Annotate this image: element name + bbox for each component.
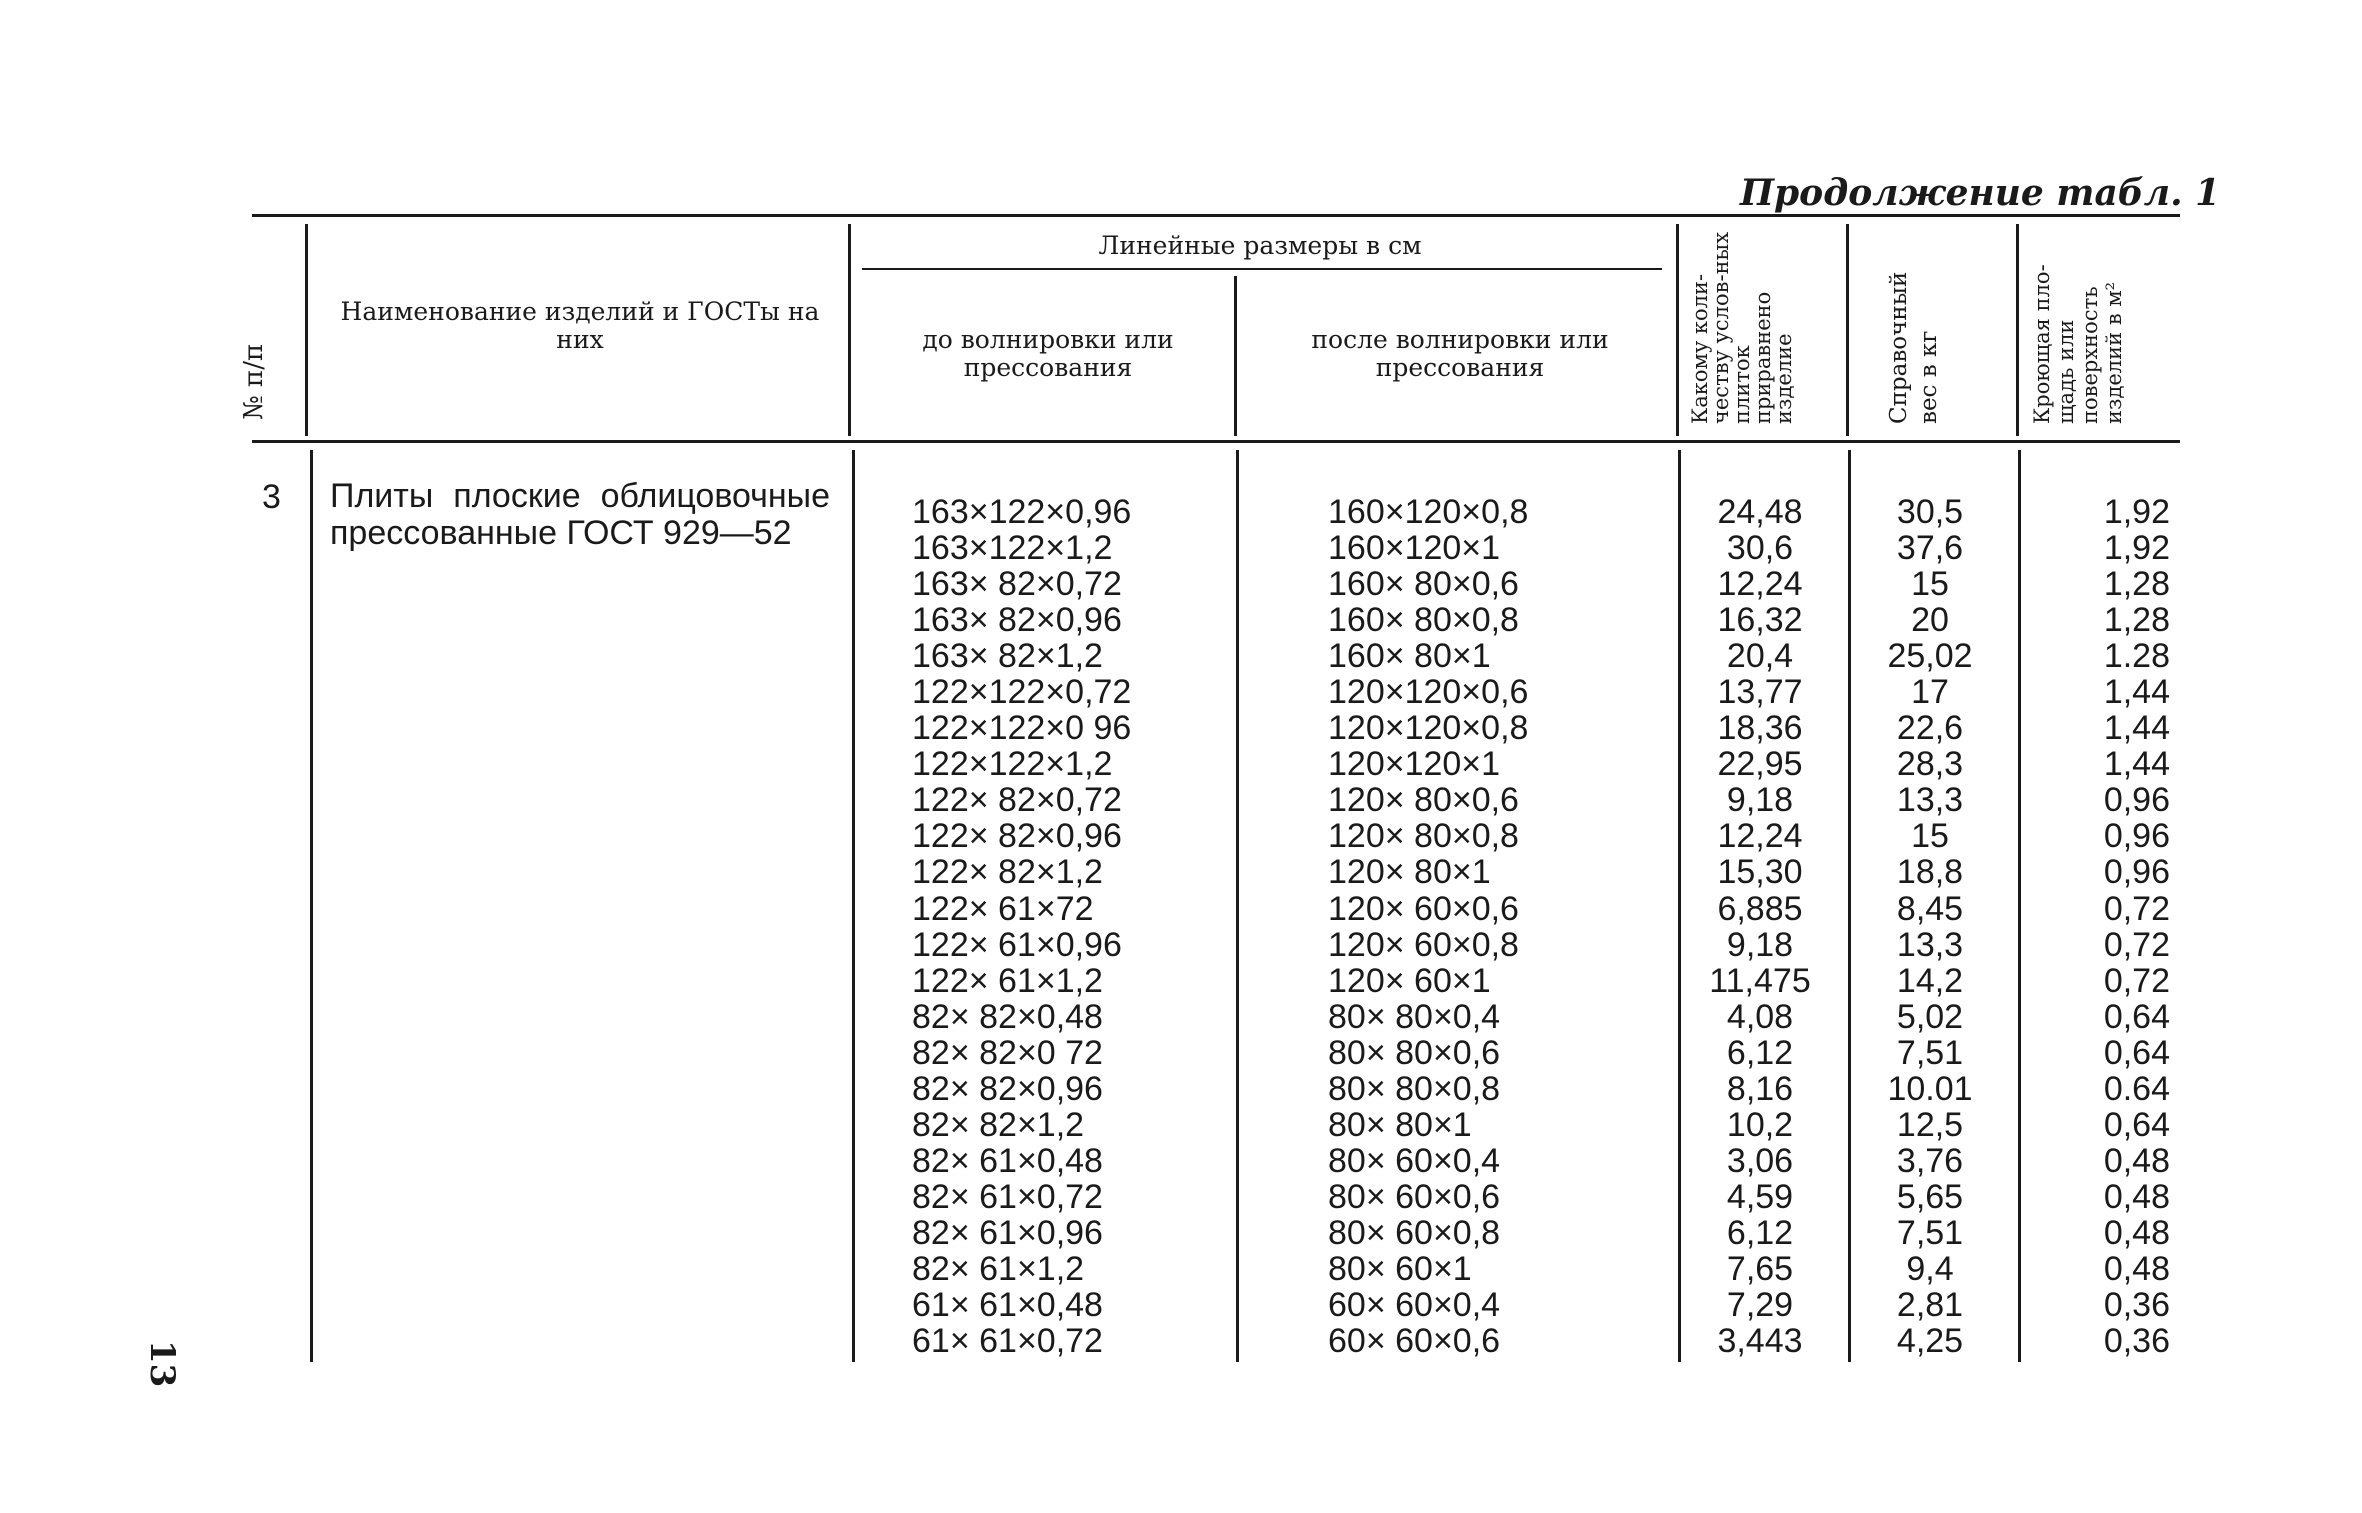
cell-after: 160× 80×0,8 (1328, 601, 1519, 640)
cell-area: 0,64 (2103, 1033, 2170, 1072)
cell-weight: 13,3 (1896, 925, 1964, 964)
cell-area: 1,28 (2103, 601, 2170, 640)
cell-before: 122× 82×0,96 (912, 817, 1122, 856)
column-area (2030, 494, 2170, 1359)
cell-before: 82× 82×0,48 (912, 997, 1103, 1036)
cell-after: 160× 80×0,6 (1328, 565, 1519, 604)
cell-area: 0,96 (2103, 853, 2170, 892)
cell-equivalent: 15,30 (1717, 853, 1803, 892)
header-divider (1676, 224, 1679, 436)
cell-before: 82× 82×0 72 (912, 1033, 1103, 1072)
cell-before: 122×122×0,72 (912, 673, 1132, 712)
header-bottom-rule (252, 440, 2180, 443)
cell-area: 1,44 (2103, 745, 2170, 784)
header-weight (1884, 254, 1944, 424)
cell-area: 0,36 (2103, 1322, 2170, 1361)
cell-before: 163×122×1,2 (912, 529, 1113, 568)
header-divider (1234, 276, 1237, 436)
cell-equivalent: 7,29 (1726, 1286, 1794, 1325)
page-number: 13 (142, 1340, 182, 1388)
cell-weight: 7,51 (1896, 1033, 1964, 1072)
header-divider (2016, 224, 2019, 436)
cell-after: 60× 60×0,4 (1328, 1286, 1501, 1325)
cell-weight: 7,51 (1896, 1213, 1964, 1252)
cell-area: 1,44 (2103, 709, 2170, 748)
cell-after: 120× 60×1 (1328, 961, 1491, 1000)
header-name: Наименование изделий и ГОСТы на них (340, 297, 820, 354)
cell-equivalent: 6,12 (1726, 1213, 1794, 1252)
cell-before: 163×122×0,96 (912, 493, 1132, 531)
header-area (2030, 224, 2126, 424)
header-before: до волнировки или прессования (922, 325, 1174, 382)
header-divider (1846, 224, 1849, 436)
cell-before: 61× 61×0,48 (912, 1286, 1103, 1325)
cell-before: 163× 82×1,2 (912, 637, 1103, 676)
cell-area: 0,96 (2103, 781, 2170, 820)
cell-equivalent: 12,24 (1717, 565, 1803, 604)
cell-equivalent: 12,24 (1717, 817, 1803, 856)
cell-area: 1,92 (2103, 529, 2170, 568)
header-no: № п/п (239, 343, 269, 420)
cell-weight: 30,5 (1896, 493, 1964, 531)
column-weight (1860, 494, 2000, 1359)
cell-after: 120×120×0,6 (1328, 673, 1529, 712)
cell-before: 122× 61×72 (912, 889, 1094, 928)
cell-equivalent: 30,6 (1726, 529, 1794, 568)
cell-area: 0,64 (2103, 997, 2170, 1036)
cell-equivalent: 13,77 (1717, 673, 1803, 712)
cell-after: 80× 60×0,4 (1328, 1141, 1501, 1180)
cell-weight: 3,76 (1896, 1141, 1964, 1180)
table-continuation-label: Продолжение табл. 1 (1740, 172, 2221, 214)
cell-area: 0,72 (2103, 961, 2170, 1000)
table-top-rule (252, 214, 2180, 217)
header-area-text: Кроющая пло-щадь или поверхность изделий в м² (2030, 264, 2126, 424)
group-header-rule (862, 268, 1662, 270)
cell-before: 163× 82×0,72 (912, 565, 1122, 604)
cell-area: 0,48 (2103, 1213, 2170, 1252)
header-linear-group: Линейные размеры в см (1098, 231, 1422, 260)
cell-after: 80× 80×0,6 (1328, 1033, 1501, 1072)
cell-after: 120× 60×0,6 (1328, 889, 1519, 928)
cell-area: 0,64 (2103, 1105, 2170, 1144)
cell-before: 163× 82×0,96 (912, 601, 1122, 640)
cell-weight: 17 (1911, 673, 1949, 712)
cell-weight: 18,8 (1896, 853, 1964, 892)
cell-equivalent: 4,59 (1726, 1177, 1794, 1216)
cell-after: 120× 80×1 (1328, 853, 1491, 892)
body-divider (1848, 450, 1851, 1362)
cell-equivalent: 20,4 (1726, 637, 1794, 676)
cell-area: 0.64 (2103, 1069, 2170, 1108)
cell-after: 80× 80×1 (1328, 1105, 1472, 1144)
cell-weight: 22,6 (1896, 709, 1964, 748)
column-before (912, 494, 1212, 1359)
cell-before: 82× 61×0,72 (912, 1177, 1103, 1216)
cell-weight: 15 (1911, 817, 1949, 856)
cell-after: 120×120×0,8 (1328, 709, 1529, 748)
cell-equivalent: 11,475 (1709, 961, 1811, 1000)
cell-area: 0,96 (2103, 817, 2170, 856)
cell-after: 160× 80×1 (1328, 637, 1491, 676)
cell-before: 122×122×0 96 (912, 709, 1132, 748)
body-divider (310, 450, 313, 1362)
cell-after: 60× 60×0,6 (1328, 1322, 1501, 1361)
header-equivalent-text: Какому коли-честву услов-ных плиток приравнено изделие (1688, 231, 1796, 424)
cell-equivalent: 24,48 (1717, 493, 1803, 531)
cell-after: 80× 60×0,6 (1328, 1177, 1501, 1216)
cell-after: 120× 60×0,8 (1328, 925, 1519, 964)
column-after (1328, 494, 1648, 1359)
cell-area: 0,36 (2103, 1286, 2170, 1325)
body-divider (1236, 450, 1239, 1362)
cell-equivalent: 4,08 (1726, 997, 1794, 1036)
cell-after: 120× 80×0,6 (1328, 781, 1519, 820)
header-weight-text: Справочный вес в кг (1886, 271, 1942, 424)
cell-after: 80× 60×1 (1328, 1249, 1472, 1288)
cell-weight: 13,3 (1896, 781, 1964, 820)
header-divider (305, 224, 308, 436)
cell-after: 80× 60×0,8 (1328, 1213, 1501, 1252)
cell-equivalent: 16,32 (1717, 601, 1803, 640)
cell-weight: 5,02 (1896, 997, 1964, 1036)
cell-weight: 14,2 (1896, 961, 1964, 1000)
cell-before: 122× 61×1,2 (912, 961, 1103, 1000)
cell-weight: 4,25 (1896, 1322, 1964, 1361)
item-name: Плиты плоские облицовочные прессованные ГОСТ 929—52 (330, 477, 830, 552)
cell-weight: 2,81 (1896, 1286, 1964, 1325)
cell-before: 122× 61×0,96 (912, 925, 1122, 964)
cell-area: 0,48 (2103, 1177, 2170, 1216)
cell-before: 82× 82×1,2 (912, 1105, 1085, 1144)
cell-weight: 37,6 (1896, 529, 1964, 568)
cell-area: 0,72 (2103, 889, 2170, 928)
header-divider (848, 224, 851, 436)
column-equivalent (1690, 494, 1830, 1359)
cell-before: 82× 61×0,96 (912, 1213, 1103, 1252)
cell-equivalent: 10,2 (1726, 1105, 1794, 1144)
cell-area: 0,72 (2103, 925, 2170, 964)
cell-equivalent: 6,885 (1717, 889, 1803, 928)
cell-equivalent: 8,16 (1726, 1069, 1794, 1108)
cell-after: 160×120×0,8 (1328, 493, 1529, 531)
cell-weight: 10.01 (1887, 1069, 1973, 1108)
cell-after: 120× 80×0,8 (1328, 817, 1519, 856)
cell-area: 0,48 (2103, 1249, 2170, 1288)
cell-equivalent: 3,06 (1726, 1141, 1794, 1180)
cell-equivalent: 9,18 (1726, 925, 1794, 964)
cell-equivalent: 9,18 (1726, 781, 1794, 820)
cell-area: 1.28 (2103, 637, 2170, 676)
body-divider (1678, 450, 1681, 1362)
cell-weight: 25,02 (1887, 637, 1973, 676)
cell-area: 1,44 (2103, 673, 2170, 712)
cell-equivalent: 22,95 (1717, 745, 1803, 784)
cell-weight: 28,3 (1896, 745, 1964, 784)
cell-weight: 15 (1911, 565, 1949, 604)
cell-before: 122× 82×1,2 (912, 853, 1103, 892)
cell-before: 122×122×1,2 (912, 745, 1113, 784)
cell-after: 80× 80×0,8 (1328, 1069, 1501, 1108)
cell-equivalent: 7,65 (1726, 1249, 1794, 1288)
cell-equivalent: 18,36 (1717, 709, 1803, 748)
cell-equivalent: 3,443 (1717, 1322, 1803, 1361)
header-after: после волнировки или прессования (1311, 325, 1609, 382)
cell-after: 120×120×1 (1328, 745, 1501, 784)
cell-before: 82× 61×0,48 (912, 1141, 1103, 1180)
cell-area: 1,28 (2103, 565, 2170, 604)
header-equivalent (1690, 228, 1795, 424)
cell-equivalent: 6,12 (1726, 1033, 1794, 1072)
cell-after: 80× 80×0,4 (1328, 997, 1501, 1036)
body-divider (2018, 450, 2021, 1362)
cell-before: 122× 82×0,72 (912, 781, 1122, 820)
cell-weight: 8,45 (1896, 889, 1964, 928)
item-number: 3 (262, 478, 281, 516)
cell-before: 82× 61×1,2 (912, 1249, 1085, 1288)
cell-before: 82× 82×0,96 (912, 1069, 1103, 1108)
cell-area: 1,92 (2103, 493, 2170, 531)
cell-before: 61× 61×0,72 (912, 1322, 1103, 1361)
cell-after: 160×120×1 (1328, 529, 1501, 568)
cell-weight: 20 (1911, 601, 1949, 640)
cell-weight: 9,4 (1906, 1249, 1954, 1288)
body-divider (852, 450, 855, 1362)
cell-weight: 12,5 (1896, 1105, 1964, 1144)
cell-weight: 5,65 (1896, 1177, 1964, 1216)
cell-area: 0,48 (2103, 1141, 2170, 1180)
